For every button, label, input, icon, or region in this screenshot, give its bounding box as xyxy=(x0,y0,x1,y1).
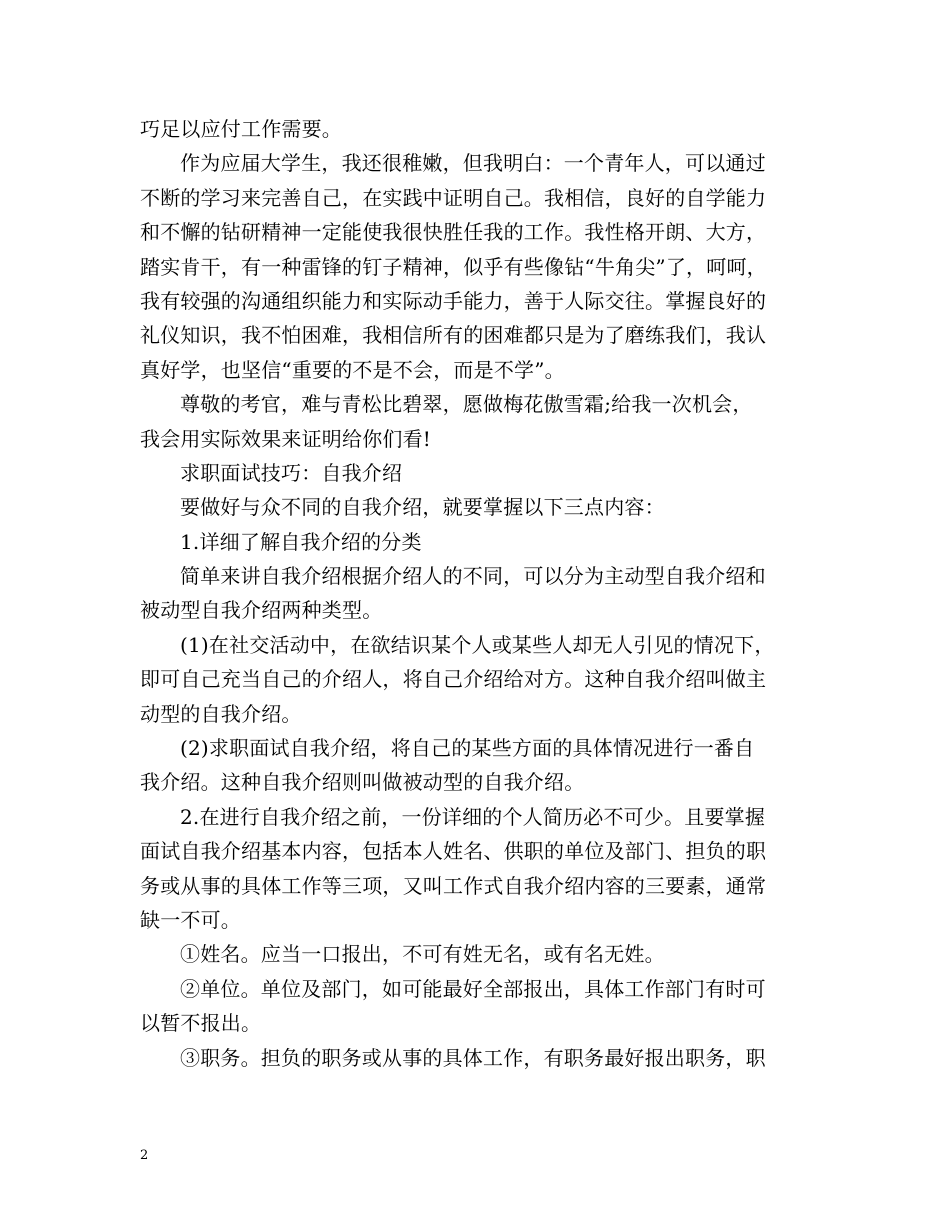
text-line: 简单来讲自我介绍根据介绍人的不同，可以分为主动型自我介绍和 xyxy=(180,564,766,589)
page-number: 2 xyxy=(140,1148,149,1163)
section-heading: 求职面试技巧：自我介绍 xyxy=(180,460,403,485)
text-line: 务或从事的具体工作等三项，又叫工作式自我介绍内容的三要素，通常 xyxy=(140,873,767,898)
text-line: 缺一不可。 xyxy=(140,907,241,932)
text-line: 我介绍。这种自我介绍则叫做被动型的自我介绍。 xyxy=(140,770,585,795)
text-line: 我有较强的沟通组织能力和实际动手能力，善于人际交往。掌握良好的 xyxy=(140,288,767,313)
text-line: 不断的学习来完善自己，在实践中证明自己。我相信，良好的自学能力 xyxy=(140,185,767,210)
text-line: 尊敬的考官，难与青松比碧翠，愿做梅花傲雪霜;给我一次机会， xyxy=(180,392,753,417)
text-line: ①姓名。应当一口报出，不可有姓无名，或有名无姓。 xyxy=(180,942,665,967)
text-line: 真好学，也坚信“重要的不是不会，而是不学”。 xyxy=(140,357,565,382)
text-line: ③职务。担负的职务或从事的具体工作，有职务最好报出职务，职 xyxy=(180,1045,766,1070)
text-line: 我会用实际效果来证明给你们看! xyxy=(140,426,432,451)
text-line: ②单位。单位及部门，如可能最好全部报出，具体工作部门有时可 xyxy=(180,976,766,1001)
text-line: 礼仪知识，我不怕困难，我相信所有的困难都只是为了磨练我们，我认 xyxy=(140,323,767,348)
text-line: (2)求职面试自我介绍，将自己的某些方面的具体情况进行一番自 xyxy=(180,736,755,761)
text-line: 巧足以应付工作需要。 xyxy=(140,117,342,141)
text-line: 要做好与众不同的自我介绍，就要掌握以下三点内容： xyxy=(180,495,665,520)
text-line: 动型的自我介绍。 xyxy=(140,701,302,726)
list-item-heading: 2.在进行自我介绍之前，一份详细的个人简历必不可少。且要掌握 xyxy=(180,804,766,829)
body-text xyxy=(140,112,820,1075)
text-line: 作为应届大学生，我还很稚嫩，但我明白：一个青年人，可以通过 xyxy=(180,151,766,176)
text-line: 以暂不报出。 xyxy=(140,1011,262,1036)
list-item-heading: 1.详细了解自我介绍的分类 xyxy=(180,529,422,554)
text-line: 和不懈的钻研精神一定能使我很快胜任我的工作。我性格开朗、大方， xyxy=(140,220,767,245)
text-line: 被动型自我介绍两种类型。 xyxy=(140,598,383,623)
text-line: 面试自我介绍基本内容，包括本人姓名、供职的单位及部门、担负的职 xyxy=(140,839,767,864)
text-line: 即可自己充当自己的介绍人，将自己介绍给对方。这种自我介绍叫做主 xyxy=(140,667,767,692)
text-line: (1)在社交活动中，在欲结识某个人或某些人却无人引见的情况下， xyxy=(180,632,775,657)
text-line: 踏实肯干，有一种雷锋的钉子精神，似乎有些像钻“牛角尖”了，呵呵， xyxy=(140,254,767,279)
